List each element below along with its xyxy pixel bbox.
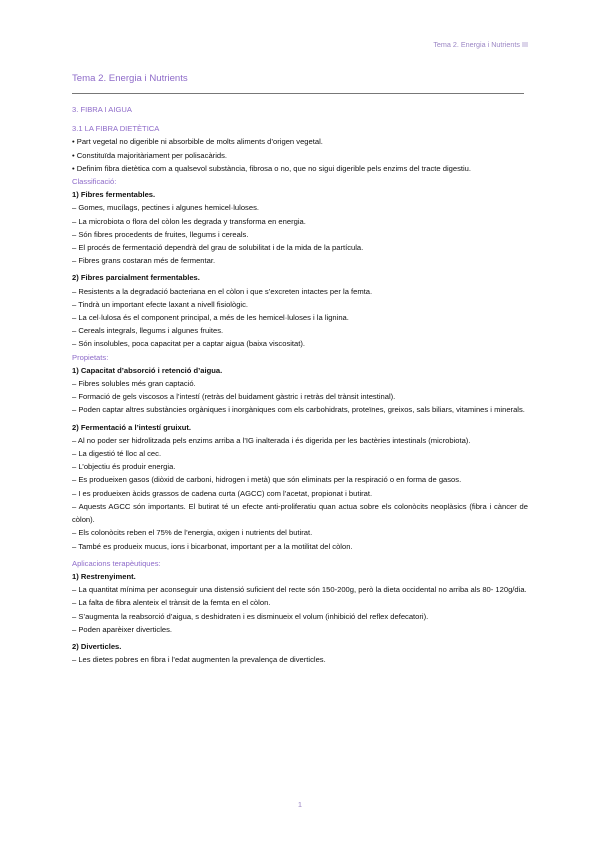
list-item: – Tindrà un important efecte laxant a nivell fisiològic. <box>72 299 249 309</box>
list-item: – I es produeixen àcids grassos de cadena curta (AGCC) com l’acetat, propionat i butirat. <box>72 488 373 498</box>
page-number: 1 <box>297 800 303 809</box>
list-item: – Els colonòcits reben el 75% de l’energia, oxigen i nutrients del butirat. <box>72 528 313 538</box>
intro-list <box>72 135 528 175</box>
list-item: – La digestió té lloc al cec. <box>72 449 162 459</box>
properties-heading: Propietats: <box>72 352 109 362</box>
list-item: – El procés de fermentació dependrà del grau de solubilitat i de la mida de la partícula. <box>72 243 364 253</box>
document-title: Tema 2. Energia i Nutrients <box>72 73 188 84</box>
list-item: – Són insolubles, poca capacitat per a captar aigua (baixa viscositat). <box>72 339 306 349</box>
intro-item: • Constituïda majoritàriament per polisacàrids. <box>72 150 228 160</box>
list-item: – També es produeix mucus, ions i bicarbonat, important per a la motilitat del còlon. <box>72 541 353 551</box>
list-item: – La cel·lulosa és el component principal, a més de les hemicel·luloses i la lignina. <box>72 313 349 323</box>
list-item: – La falta de fibra alenteix el trànsit de la femta en el còlon. <box>72 598 271 608</box>
list-item: – Formació de gels viscosos a l’intestí (retràs del buidament gàstric i retràs del trànsit intestinal). <box>72 392 396 402</box>
list-item: – Fibres solubles més gran captació. <box>72 379 196 389</box>
title-divider <box>72 93 524 94</box>
list-item: – Poden captar altres substàncies orgàniques i inorgàniques com els carbohidrats, proteïnes, greixos, sals biliars, vitamines i minerals. <box>72 405 525 415</box>
list-item: – Són fibres procedents de fruites, llegums i cereals. <box>72 229 249 239</box>
intro-item: • Part vegetal no digerible ni absorbible de molts aliments d’origen vegetal. <box>72 137 323 147</box>
group-title: 2) Diverticles. <box>72 641 122 651</box>
group-title: 1) Capacitat d’absorció i retenció d’aigua. <box>72 365 223 375</box>
list-item: – Resistents a la degradació bacteriana en el còlon i que s’excreten intactes per la femta. <box>72 286 373 296</box>
list-item: – L’objectiu és produir energia. <box>72 462 176 472</box>
subsection-heading: 3.1 LA FIBRA DIETÈTICA <box>72 124 160 134</box>
list-item: – Poden aparèixer diverticles. <box>72 624 173 634</box>
list-item: – S’augmenta la reabsorció d’aigua, s deshidraten i es disminueix el volum (inhibició del reflex defecatori). <box>72 611 429 621</box>
running-header: Tema 2. Energia i Nutrients III <box>433 40 528 49</box>
group-title: 2) Fermentació a l’intestí gruixut. <box>72 422 191 432</box>
document-body <box>72 103 528 666</box>
intro-item: • Definim fibra dietètica com a qualsevol substància, fibrosa o no, que no sigui digerible pels enzims del tracte digestiu. <box>72 163 472 173</box>
list-item: – La quantitat mínima per aconseguir una distensió suficient del recte són 150-200g, però la dieta occidental no arriba als 80- 120g/dia. <box>72 585 527 595</box>
list-item: – Al no poder ser hidrolitzada pels enzims arriba a l’IG inalterada i és digerida per les bactèries intestinals (microbiota). <box>72 435 471 445</box>
list-item: – Gomes, mucílags, pectines i algunes hemicel·luloses. <box>72 203 259 213</box>
group-title: 2) Fibres parcialment fermentables. <box>72 273 200 283</box>
classification-heading: Classificació: <box>72 177 117 187</box>
list-item: – Es produeixen gasos (diòxid de carboni, hidrogen i metà) que són eliminats per la respiració o en forma de gasos. <box>72 475 462 485</box>
list-item: – Aquests AGCC són importants. El butirat té un efecte anti-proliferatiu quan actua sobre els colonòcits neoplàsics (fibra i càncer de còlon). <box>72 501 528 525</box>
applications-heading: Aplicacions terapèutiques: <box>72 558 161 568</box>
group-title: 1) Fibres fermentables. <box>72 190 156 200</box>
list-item: – Cereals integrals, llegums i algunes fruites. <box>72 326 224 336</box>
list-item: – Fibres grans costaran més de fermentar. <box>72 256 216 266</box>
group-title: 1) Restrenyiment. <box>72 571 136 581</box>
list-item: – Les dietes pobres en fibra i l’edat augmenten la prevalença de diverticles. <box>72 655 326 665</box>
list-item: – La microbiota o flora del còlon les degrada y transforma en energia. <box>72 216 306 226</box>
section-heading: 3. FIBRA I AIGUA <box>72 105 132 114</box>
